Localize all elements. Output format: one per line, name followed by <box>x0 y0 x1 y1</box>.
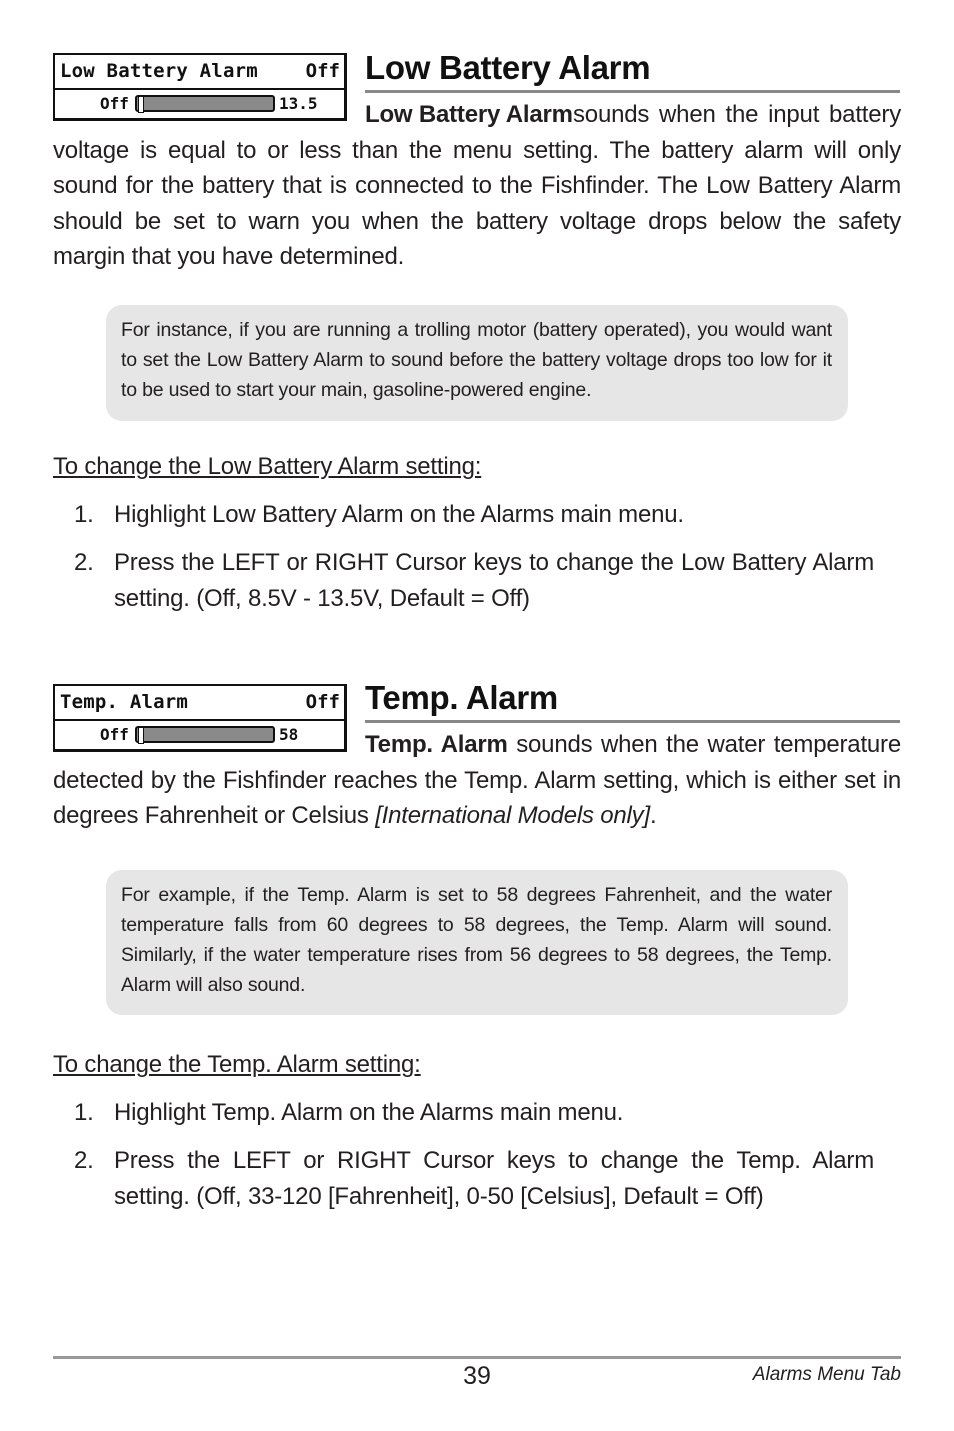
widget-value: Off <box>305 691 340 713</box>
step-text: Press the LEFT or RIGHT Cursor keys to change the Low Battery Alarm setting. (Off, 8.5V - 13.5V, Default = Off) <box>114 549 874 612</box>
example-note: For instance, if you are running a trolling motor (battery operated), you would want to set the Low Battery Alarm to sound before the battery voltage drops too low for it to be used to start your main, gasoline-powered engine. <box>106 305 848 421</box>
intro-paragraph <box>53 97 901 275</box>
footer-divider <box>53 1356 901 1359</box>
widget-label: Low Battery Alarm <box>60 60 258 82</box>
procedure-title: To change the Low Battery Alarm setting: <box>53 453 482 480</box>
intro-text: sounds when the input battery voltage is equal to or less than the menu setting. The battery alarm will only sound for the battery that is connected to the Fishfinder. The Low Battery Alarm should be set to warn you when the battery voltage drops below the safety margin that you have determined. <box>53 101 901 270</box>
intro-bold-term: Low Battery Alarm <box>365 101 573 128</box>
example-note: For example, if the Temp. Alarm is set to 58 degrees Fahrenheit, and the water temperature falls from 60 degrees to 58 degrees, the Temp. Alarm will sound. Similarly, if the water temperature rises from 56 degrees to 58 degrees, the Temp. Alarm will also sound. <box>106 870 848 1015</box>
procedure-title: To change the Temp. Alarm setting: <box>53 1051 421 1078</box>
step-number: 1. <box>74 501 94 528</box>
section-heading: Low Battery Alarm <box>365 48 900 93</box>
intro-bold-term: Temp. Alarm <box>365 731 508 758</box>
step-number: 2. <box>74 549 94 576</box>
step-number: 2. <box>74 1147 94 1174</box>
step-number: 1. <box>74 1099 94 1126</box>
slider-min-label: Off <box>100 94 129 113</box>
step-text: Highlight Temp. Alarm on the Alarms main menu. <box>114 1099 624 1126</box>
slider-min-label: Off <box>100 725 129 744</box>
widget-header <box>55 686 344 721</box>
section-heading: Temp. Alarm <box>365 678 900 723</box>
intro-italic-note: [International Models only] <box>375 802 650 829</box>
slider-max-label: 58 <box>279 725 299 744</box>
page-number: 39 <box>463 1362 491 1390</box>
widget-header <box>55 55 344 90</box>
step-text: Highlight Low Battery Alarm on the Alarms main menu. <box>114 501 684 528</box>
intro-text: sounds when the water temperature detected by the Fishfinder reaches the Temp. Alarm setting, which is either set in degrees Fahrenheit or Celsius <box>53 731 901 829</box>
step-text: Press the LEFT or RIGHT Cursor keys to change the Temp. Alarm setting. (Off, 33-120 [Fahrenheit], 0-50 [Celsius], Default = Off) <box>114 1147 874 1210</box>
slider-max-label: 13.5 <box>279 94 318 113</box>
intro-paragraph <box>53 727 901 834</box>
intro-end: . <box>649 802 657 829</box>
widget-value: Off <box>305 60 340 82</box>
footer-section-name: Alarms Menu Tab <box>752 1364 901 1385</box>
widget-label: Temp. Alarm <box>60 691 189 713</box>
